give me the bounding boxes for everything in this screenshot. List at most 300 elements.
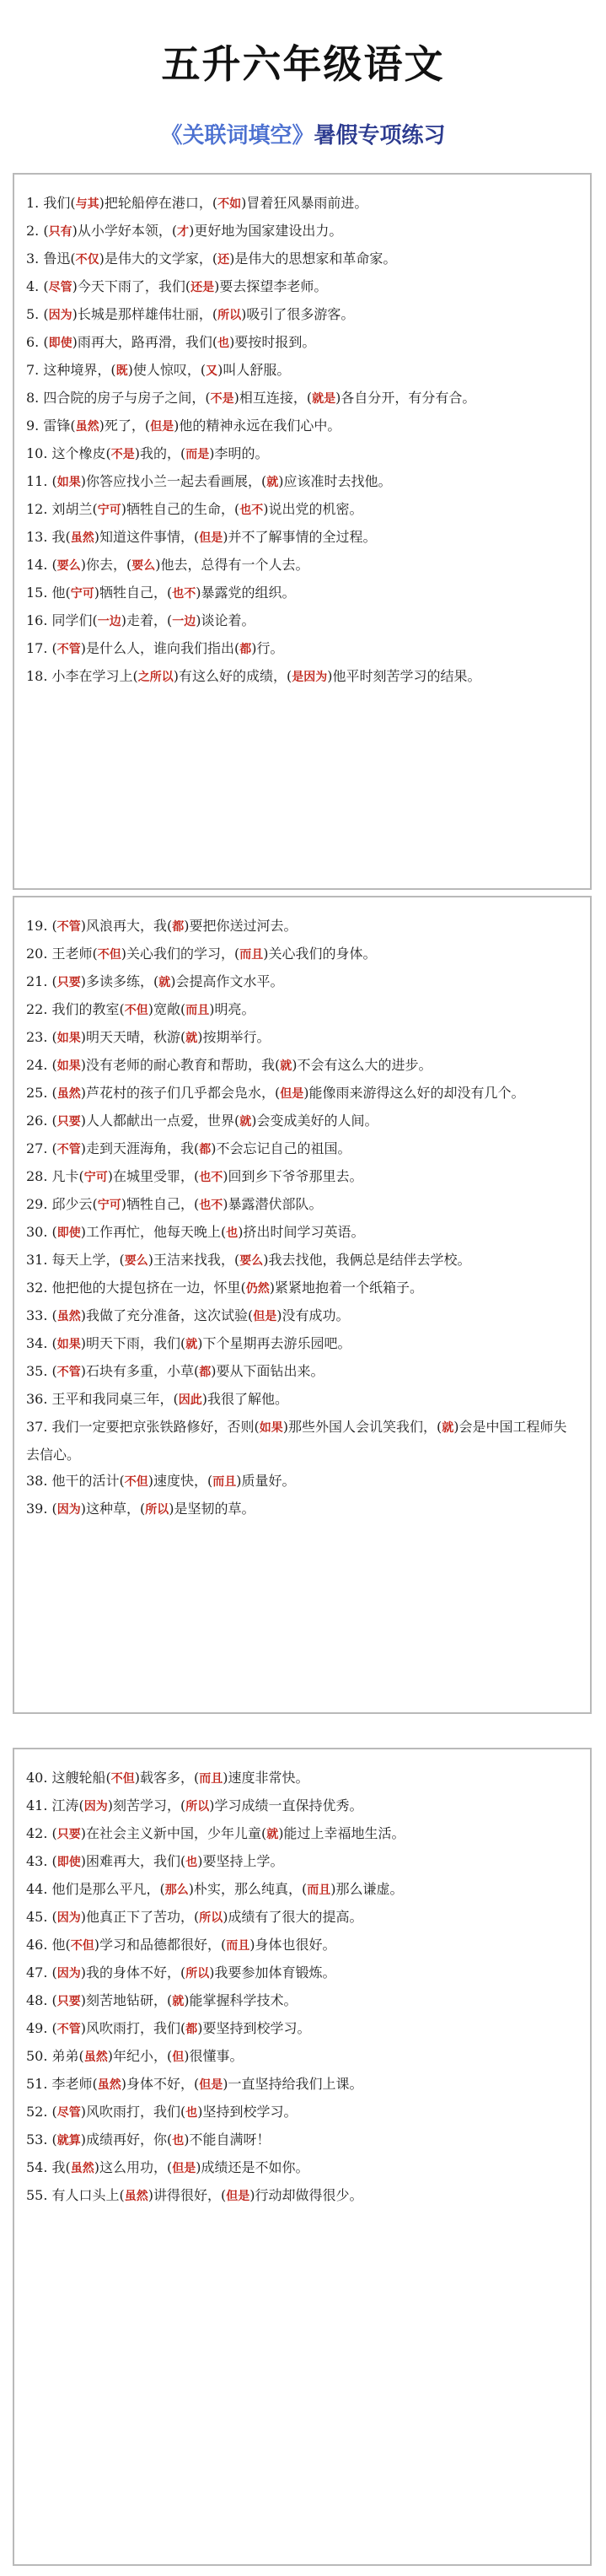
conjunction-answer: 但是 xyxy=(280,1087,304,1101)
sentence-text: )不会有这么大的进步。 xyxy=(292,1057,432,1073)
sentence-text: 我们( xyxy=(43,195,76,211)
exercise-item xyxy=(26,940,578,968)
item-number: 26. xyxy=(26,1113,52,1129)
exercise-item xyxy=(26,1848,578,1876)
sentence-text: )并不了解事情的全过程。 xyxy=(223,529,377,545)
item-number: 41. xyxy=(26,1797,52,1813)
item-sentence xyxy=(52,1391,289,1407)
item-number: 12. xyxy=(26,501,52,517)
sentence-text: )困难再大，我们( xyxy=(80,1853,186,1869)
sentence-text: )他去，总得有一个人去。 xyxy=(155,557,309,573)
conjunction-answer: 但是 xyxy=(226,2190,250,2203)
sentence-text: )关心我们的学习，( xyxy=(121,946,240,962)
item-number: 44. xyxy=(26,1881,52,1897)
conjunction-answer: 都 xyxy=(185,2023,198,2036)
sentence-text: )谈论着。 xyxy=(196,612,255,628)
sentence-text: 他( xyxy=(51,585,71,601)
item-sentence xyxy=(52,2076,363,2092)
sentence-text: )没有老师的耐心教育和帮助，我( xyxy=(80,1057,281,1073)
item-sentence xyxy=(52,946,377,962)
exercise-item xyxy=(26,1052,578,1080)
conjunction-answer: 不管 xyxy=(56,1143,81,1156)
item-number: 45. xyxy=(26,1909,52,1925)
sentence-text: 我们一定要把京张铁路修好，否则( xyxy=(51,1419,260,1435)
conjunction-answer: 虽然 xyxy=(56,1310,81,1323)
exercise-item xyxy=(26,1959,578,1987)
sentence-text: ( xyxy=(51,2131,57,2148)
item-sentence xyxy=(43,278,327,294)
sentence-text: )李明的。 xyxy=(209,445,269,461)
item-number: 2. xyxy=(26,223,44,239)
item-sentence xyxy=(43,251,396,267)
conjunction-answer: 既 xyxy=(115,364,128,378)
exercise-item xyxy=(26,385,578,412)
sentence-text: )要去探望李老师。 xyxy=(214,278,328,294)
item-sentence xyxy=(52,1770,309,1786)
sentence-text: )在社会主义新中国，少年儿童( xyxy=(80,1825,267,1841)
conjunction-answer: 也 xyxy=(217,337,230,350)
conjunction-answer: 只要 xyxy=(56,976,81,989)
sentence-text: )行动却做得很少。 xyxy=(249,2187,363,2203)
item-number: 23. xyxy=(26,1029,52,1045)
item-sentence xyxy=(52,1252,471,1268)
item-number: 9. xyxy=(26,418,44,434)
item-sentence xyxy=(52,2048,244,2064)
conjunction-answer: 也 xyxy=(226,1226,239,1240)
item-sentence xyxy=(52,1964,336,1981)
item-sentence xyxy=(52,1029,271,1045)
sentence-text: )是坚韧的草。 xyxy=(169,1501,255,1517)
sentence-text: )他的精神永远在我们心中。 xyxy=(174,418,341,434)
sentence-text: 他( xyxy=(51,1937,71,1953)
sentence-text: )宽敞( xyxy=(147,1001,186,1017)
sentence-text: 他干的活计( xyxy=(51,1473,125,1489)
sentence-text: )风浪再大，我( xyxy=(80,918,173,934)
conjunction-answer: 如果 xyxy=(56,476,81,489)
sentence-text: )相互连接，( xyxy=(233,390,313,406)
item-number: 10. xyxy=(26,445,52,461)
conjunction-answer: 而且 xyxy=(212,1475,237,1489)
sentence-text: 王平和我同桌三年，( xyxy=(51,1391,179,1407)
sentence-text: )明天天晴，秋游( xyxy=(80,1029,186,1045)
item-sentence xyxy=(43,334,315,350)
item-number: 19. xyxy=(26,918,52,934)
item-sentence xyxy=(52,1001,255,1017)
item-sentence xyxy=(52,1307,350,1323)
conjunction-answer: 如果 xyxy=(259,1421,283,1435)
item-number: 31. xyxy=(26,1252,52,1268)
sentence-text: )有这么好的成绩，( xyxy=(173,668,292,684)
conjunction-answer: 不但 xyxy=(97,948,121,962)
conjunction-answer: 不是 xyxy=(210,392,234,406)
sentence-text: )年纪小，( xyxy=(107,2048,173,2064)
conjunction-answer: 尽管 xyxy=(48,281,72,294)
item-sentence xyxy=(52,612,255,628)
sentence-text: )你去，( xyxy=(80,557,132,573)
sentence-text: )会是中国工程师失去信心。 xyxy=(26,1419,567,1463)
conjunction-answer: 也不 xyxy=(199,1199,223,1212)
sentence-text: )很懂事。 xyxy=(184,2048,244,2064)
conjunction-answer: 而且 xyxy=(185,1004,210,1017)
exercise-item xyxy=(26,2126,578,2154)
sentence-text: )芦花村的孩子们几乎都会凫水，( xyxy=(80,1085,281,1101)
sentence-text: )是伟大的文学家，( xyxy=(99,251,218,267)
conjunction-answer: 不仅 xyxy=(75,253,99,267)
item-sentence xyxy=(43,223,342,239)
sentence-text: )王洁来找我，( xyxy=(147,1252,240,1268)
conjunction-answer: 一边 xyxy=(97,615,121,628)
item-sentence xyxy=(52,501,363,517)
sentence-text: 鲁迅( xyxy=(43,251,76,267)
exercise-item xyxy=(26,1247,578,1275)
sentence-text: 弟弟( xyxy=(51,2048,84,2064)
exercise-item xyxy=(26,2015,578,2043)
item-sentence xyxy=(52,1113,378,1129)
sentence-text: )暴露党的组织。 xyxy=(196,585,296,601)
conjunction-answer: 也不 xyxy=(199,1171,223,1184)
item-sentence xyxy=(52,668,481,684)
conjunction-answer: 虽然 xyxy=(75,420,99,434)
subtitle-topic: 《关联词填空》 xyxy=(160,123,314,148)
item-sentence xyxy=(52,1473,296,1489)
exercise-item xyxy=(26,357,578,385)
sentence-text: ( xyxy=(51,1501,57,1517)
conjunction-answer: 但是 xyxy=(253,1310,277,1323)
sentence-text: )今天下雨了，我们( xyxy=(72,278,191,294)
sentence-text: )载客多，( xyxy=(134,1770,200,1786)
conjunction-answer: 不管 xyxy=(56,643,81,656)
conjunction-answer: 要么 xyxy=(239,1254,264,1268)
conjunction-answer: 即使 xyxy=(48,337,72,350)
exercise-item xyxy=(26,1302,578,1330)
sentence-text: )我的，( xyxy=(134,445,186,461)
conjunction-answer: 不但 xyxy=(124,1475,148,1489)
conjunction-answer: 就 xyxy=(185,1032,198,1045)
conjunction-answer: 不但 xyxy=(124,1004,148,1017)
sentence-text: ( xyxy=(51,1335,57,1351)
sentence-text: )不会忘记自己的祖国。 xyxy=(211,1140,351,1156)
sentence-text: ( xyxy=(43,278,49,294)
exercise-item xyxy=(26,524,578,552)
sentence-text: )按期举行。 xyxy=(197,1029,271,1045)
sentence-text: 刘胡兰( xyxy=(51,501,98,517)
exercise-item xyxy=(26,1932,578,1959)
sentence-text: )雨再大，路再滑，我们( xyxy=(72,334,218,350)
conjunction-answer: 也 xyxy=(185,1856,198,1869)
sentence-text: )那么谦虚。 xyxy=(330,1881,404,1897)
exercise-item xyxy=(26,1219,578,1247)
exercise-item xyxy=(26,1820,578,1848)
conjunction-answer: 宁可 xyxy=(70,587,94,601)
item-sentence xyxy=(52,1168,363,1184)
item-sentence xyxy=(43,306,354,322)
exercise-item xyxy=(26,496,578,524)
sentence-text: ( xyxy=(51,640,57,656)
item-sentence xyxy=(52,1196,323,1212)
item-sentence xyxy=(52,1501,255,1517)
sentence-text: )讲得很好，( xyxy=(147,2187,227,2203)
item-number: 25. xyxy=(26,1085,52,1101)
item-number: 28. xyxy=(26,1168,52,1184)
exercise-item xyxy=(26,245,578,273)
conjunction-answer: 虽然 xyxy=(70,531,94,545)
item-number: 15. xyxy=(26,585,52,601)
conjunction-answer: 但是 xyxy=(172,2162,196,2175)
exercise-item xyxy=(26,1191,578,1219)
conjunction-answer: 而且 xyxy=(307,1883,331,1897)
exercise-item xyxy=(26,607,578,635)
conjunction-answer: 如果 xyxy=(56,1032,81,1045)
sentence-text: ( xyxy=(51,1825,57,1841)
sentence-text: ( xyxy=(51,1140,57,1156)
exercise-item xyxy=(26,2182,578,2210)
sentence-text: )风吹雨打，我们( xyxy=(80,2104,186,2120)
sentence-text: ( xyxy=(43,334,49,350)
sentence-text: )牺牲自己，( xyxy=(121,1196,200,1212)
conjunction-answer: 因为 xyxy=(83,1800,108,1813)
conjunction-answer: 但是 xyxy=(199,531,223,545)
conjunction-answer: 因为 xyxy=(56,1967,81,1981)
exercise-item xyxy=(26,1904,578,1932)
sentence-text: )我做了充分准备，这次试验( xyxy=(80,1307,254,1323)
conjunction-answer: 才 xyxy=(177,225,190,239)
sentence-text: )各自分开，有分有合。 xyxy=(335,390,476,406)
item-sentence xyxy=(43,418,341,434)
item-number: 30. xyxy=(26,1224,52,1240)
conjunction-answer: 是因为 xyxy=(292,671,328,684)
conjunction-answer: 一边 xyxy=(172,615,196,628)
item-sentence xyxy=(52,1909,363,1925)
sentence-text: )在城里受罪，( xyxy=(107,1168,200,1184)
sentence-text: )是什么人，谁向我们指出( xyxy=(80,640,240,656)
exercise-item xyxy=(26,996,578,1024)
conjunction-answer: 就 xyxy=(239,1115,252,1129)
exercise-item xyxy=(26,190,578,218)
conjunction-answer: 虽然 xyxy=(124,2190,148,2203)
exercise-item xyxy=(26,1495,578,1523)
exercise-item xyxy=(26,1876,578,1904)
sentence-text: )要坚持上学。 xyxy=(197,1853,284,1869)
item-sentence xyxy=(52,473,392,489)
exercise-item xyxy=(26,968,578,996)
sentence-text: 这种境界，( xyxy=(43,362,116,378)
conjunction-answer: 因为 xyxy=(56,1503,81,1517)
sentence-text: )要坚持到校学习。 xyxy=(197,2020,311,2036)
conjunction-answer: 但 xyxy=(172,2051,185,2064)
item-number: 27. xyxy=(26,1140,52,1156)
conjunction-answer: 也不 xyxy=(239,504,264,517)
conjunction-answer: 虽然 xyxy=(70,2162,94,2175)
sentence-text: ( xyxy=(51,1224,57,1240)
sentence-text: )要从下面钻出来。 xyxy=(211,1363,324,1379)
sentence-text: ( xyxy=(51,1992,57,2008)
item-sentence xyxy=(52,1825,405,1841)
conjunction-answer: 不但 xyxy=(70,1939,94,1953)
item-number: 20. xyxy=(26,946,52,962)
sentence-text: ( xyxy=(51,1363,57,1379)
sentence-text: )暴露潜伏部队。 xyxy=(223,1196,323,1212)
sentence-text: )要把你送过河去。 xyxy=(184,918,298,934)
item-number: 38. xyxy=(26,1473,52,1489)
sentence-text: 我( xyxy=(51,2159,71,2175)
item-sentence xyxy=(52,1280,424,1296)
sentence-text: )我的身体不好，( xyxy=(80,1964,186,1981)
sentence-text: )学习和品德都很好，( xyxy=(94,1937,227,1953)
sentence-text: )把轮船停在港口，( xyxy=(99,195,218,211)
item-sentence xyxy=(52,640,284,656)
sentence-text: ( xyxy=(51,918,57,934)
item-number: 17. xyxy=(26,640,52,656)
exercise-card-3 xyxy=(13,1748,592,2566)
item-sentence xyxy=(52,585,296,601)
sentence-text: 我( xyxy=(51,529,71,545)
conjunction-answer: 要么 xyxy=(131,559,156,573)
conjunction-answer: 虽然 xyxy=(56,1087,81,1101)
exercise-item xyxy=(26,2099,578,2126)
conjunction-answer: 而且 xyxy=(199,1772,223,1786)
item-number: 39. xyxy=(26,1501,52,1517)
conjunction-answer: 所以 xyxy=(199,1911,223,1925)
exercise-item xyxy=(26,2154,578,2182)
sentence-text: )不能自满呀！ xyxy=(184,2131,271,2148)
exercise-item xyxy=(26,1792,578,1820)
conjunction-answer: 虽然 xyxy=(83,2051,108,2064)
sentence-text: )长城是那样雄伟壮丽，( xyxy=(72,306,218,322)
conjunction-answer: 如果 xyxy=(56,1338,81,1351)
item-sentence xyxy=(52,1797,363,1813)
sentence-text: 凡卡( xyxy=(51,1168,84,1184)
sentence-text: )你答应找小兰一起去看画展，( xyxy=(80,473,267,489)
sentence-text: )刻苦地钻研，( xyxy=(80,1992,173,2008)
conjunction-answer: 都 xyxy=(199,1366,212,1379)
sentence-text: )从小学好本领，( xyxy=(72,223,178,239)
conjunction-answer: 就 xyxy=(158,976,171,989)
item-sentence xyxy=(52,1057,432,1073)
conjunction-answer: 之所以 xyxy=(137,671,174,684)
item-sentence xyxy=(52,1937,336,1953)
item-sentence xyxy=(52,529,377,545)
item-number: 11. xyxy=(26,473,52,489)
item-sentence xyxy=(52,1853,284,1869)
sentence-text: ( xyxy=(51,1085,57,1101)
conjunction-answer: 而且 xyxy=(226,1939,250,1953)
sentence-text: 这艘轮船( xyxy=(51,1770,111,1786)
sentence-text: )质量好。 xyxy=(236,1473,296,1489)
conjunction-answer: 即使 xyxy=(56,1856,81,1869)
conjunction-answer: 那么 xyxy=(164,1883,189,1897)
item-number: 49. xyxy=(26,2020,52,2036)
item-number: 16. xyxy=(26,612,52,628)
exercise-item xyxy=(26,1080,578,1107)
sentence-text: ( xyxy=(51,557,57,573)
sentence-text: )死了，( xyxy=(99,418,151,434)
exercise-item xyxy=(26,579,578,607)
sentence-text: )成绩有了很大的提高。 xyxy=(223,1909,363,1925)
conjunction-answer: 虽然 xyxy=(97,2078,121,2092)
exercise-item xyxy=(26,218,578,245)
conjunction-answer: 宁可 xyxy=(97,1199,121,1212)
item-number: 52. xyxy=(26,2104,52,2120)
item-sentence xyxy=(52,445,269,461)
item-number: 6. xyxy=(26,334,44,350)
sentence-text: 四合院的房子与房子之间，( xyxy=(43,390,211,406)
conjunction-answer: 也不 xyxy=(172,587,196,601)
conjunction-answer: 不管 xyxy=(56,920,81,934)
sentence-text: )叫人舒服。 xyxy=(217,362,291,378)
sentence-text: 雷锋( xyxy=(43,418,76,434)
sentence-text: 邱少云( xyxy=(51,1196,98,1212)
sentence-text: ( xyxy=(51,2020,57,2036)
item-sentence xyxy=(52,2159,309,2175)
sentence-text: )我去找他，我俩总是结伴去学校。 xyxy=(263,1252,471,1268)
sentence-text: 小李在学习上( xyxy=(51,668,138,684)
conjunction-answer: 就 xyxy=(266,1828,279,1841)
conjunction-answer: 就 xyxy=(172,1995,185,2008)
conjunction-answer: 就 xyxy=(185,1338,198,1351)
sentence-text: )能过上幸福地生活。 xyxy=(278,1825,405,1841)
item-number: 4. xyxy=(26,278,44,294)
conjunction-answer: 要么 xyxy=(124,1254,148,1268)
exercise-card-1 xyxy=(13,173,592,890)
item-sentence xyxy=(52,1224,365,1240)
item-number: 47. xyxy=(26,1964,52,1981)
sentence-text: ( xyxy=(51,1029,57,1045)
item-number: 35. xyxy=(26,1363,52,1379)
exercise-item xyxy=(26,1987,578,2015)
conjunction-answer: 都 xyxy=(172,920,185,934)
sentence-text: )应该准时去找他。 xyxy=(278,473,392,489)
conjunction-answer: 但是 xyxy=(199,2078,223,2092)
conjunction-answer: 都 xyxy=(239,643,252,656)
exercise-item xyxy=(26,1330,578,1358)
exercise-item xyxy=(26,1135,578,1163)
sentence-text: )更好地为国家建设出力。 xyxy=(189,223,343,239)
sentence-text: )牺牲自己的生命，( xyxy=(121,501,240,517)
sentence-text: 有人口头上( xyxy=(51,2187,125,2203)
item-sentence xyxy=(26,1419,567,1463)
sentence-text: )使人惊叹，( xyxy=(127,362,206,378)
conjunction-answer: 就是 xyxy=(312,392,336,406)
sentence-text: 我们的教室( xyxy=(51,1001,125,1017)
sentence-text: )成绩再好，你( xyxy=(80,2131,173,2148)
conjunction-answer: 就 xyxy=(266,476,279,489)
conjunction-answer: 所以 xyxy=(217,309,242,322)
item-number: 46. xyxy=(26,1937,52,1953)
sentence-text: )说出党的机密。 xyxy=(263,501,363,517)
item-number: 14. xyxy=(26,557,52,573)
exercise-item xyxy=(26,552,578,579)
sentence-text: )要按时报到。 xyxy=(229,334,316,350)
item-number: 32. xyxy=(26,1280,52,1296)
item-sentence xyxy=(52,973,284,989)
sentence-text: )下个星期再去游乐园吧。 xyxy=(197,1335,351,1351)
sentence-text: )能掌握科学技术。 xyxy=(184,1992,298,2008)
exercise-item xyxy=(26,1163,578,1191)
conjunction-answer: 因为 xyxy=(56,1911,81,1925)
sentence-text: 他把他的大提包挤在一边，怀里( xyxy=(51,1280,246,1296)
sentence-text: )那些外国人会讥笑我们，( xyxy=(282,1419,442,1435)
item-sentence xyxy=(43,362,290,378)
conjunction-answer: 不如 xyxy=(217,197,242,211)
item-number: 21. xyxy=(26,973,52,989)
sentence-text: )紧紧地抱着一个纸箱子。 xyxy=(269,1280,424,1296)
item-number: 5. xyxy=(26,306,44,322)
item-number: 55. xyxy=(26,2187,52,2203)
sentence-text: )成绩还是不如你。 xyxy=(196,2159,309,2175)
item-number: 22. xyxy=(26,1001,52,1017)
exercise-item xyxy=(26,1386,578,1414)
sentence-text: )能像雨来游得这么好的却没有几个。 xyxy=(303,1085,525,1101)
